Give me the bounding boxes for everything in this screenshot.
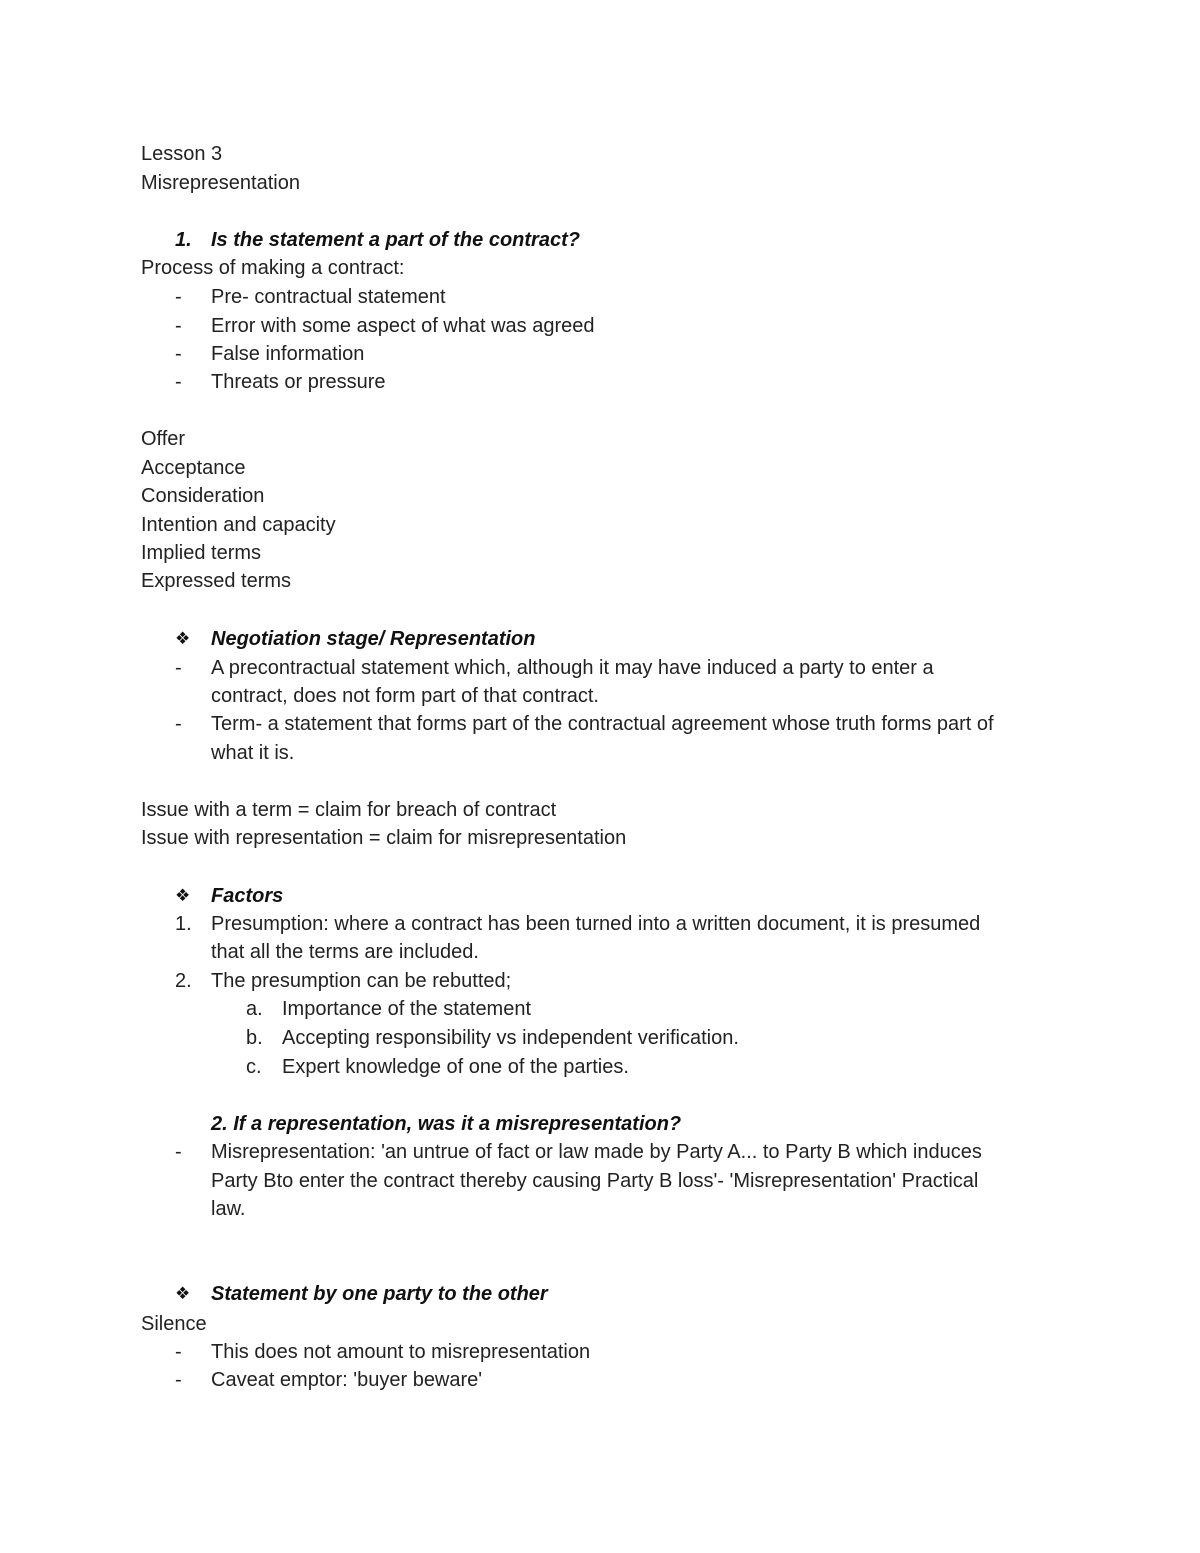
factor-item-continuation: that all the terms are included. <box>211 941 479 963</box>
dash-marker: - <box>175 286 182 308</box>
definition-line: Misrepresentation: 'an untrue of fact or law made by Party A... to Party B which induces <box>211 1141 982 1163</box>
dash-marker: - <box>175 315 182 337</box>
factors-heading: Factors <box>211 885 284 907</box>
element-item: Implied terms <box>141 542 262 564</box>
section1-heading: Is the statement a part of the contract? <box>211 229 580 251</box>
issue-line: Issue with representation = claim for misrepresentation <box>141 827 627 849</box>
letter-marker: a. <box>246 998 263 1020</box>
dash-marker: - <box>175 1341 182 1363</box>
list-item-continuation: what it is. <box>211 742 295 764</box>
list-item: Term- a statement that forms part of the contractual agreement whose truth forms part of <box>211 713 994 735</box>
list-item-continuation: contract, does not form part of that contract. <box>211 685 599 707</box>
lesson-title: Lesson 3 <box>141 143 223 165</box>
number-marker: 1. <box>175 913 192 935</box>
silence-label: Silence <box>141 1313 207 1335</box>
definition-line: Party Bto enter the contract thereby causing Party B loss'- 'Misrepresentation' Practical <box>211 1170 979 1192</box>
statement-heading: Statement by one party to the other <box>211 1283 548 1305</box>
issue-line: Issue with a term = claim for breach of contract <box>141 799 557 821</box>
list-item: This does not amount to misrepresentation <box>211 1341 591 1363</box>
list-item: A precontractual statement which, although it may have induced a party to enter a <box>211 657 934 679</box>
diamond-bullet-icon: ❖ <box>175 886 191 905</box>
dash-marker: - <box>175 343 182 365</box>
dash-marker: - <box>175 1141 182 1163</box>
number-marker: 2. <box>175 970 192 992</box>
dash-marker: - <box>175 1369 182 1391</box>
factor-subitem: Accepting responsibility vs independent verification. <box>282 1027 739 1049</box>
list-item: False information <box>211 343 365 365</box>
negotiation-heading: Negotiation stage/ Representation <box>211 628 536 650</box>
list-item: Pre- contractual statement <box>211 286 446 308</box>
section1-intro: Process of making a contract: <box>141 257 405 279</box>
topic-title: Misrepresentation <box>141 172 300 194</box>
element-item: Intention and capacity <box>141 514 336 536</box>
section2-heading: 2. If a representation, was it a misrepresentation? <box>211 1113 682 1135</box>
factor-subitem: Expert knowledge of one of the parties. <box>282 1056 629 1078</box>
list-item: Threats or pressure <box>211 371 386 393</box>
element-item: Expressed terms <box>141 570 292 592</box>
dash-marker: - <box>175 371 182 393</box>
factor-subitem: Importance of the statement <box>282 998 532 1020</box>
factor-item: Presumption: where a contract has been turned into a written document, it is presumed <box>211 913 981 935</box>
diamond-bullet-icon: ❖ <box>175 629 191 648</box>
factor-item: The presumption can be rebutted; <box>211 970 512 992</box>
letter-marker: c. <box>246 1056 262 1078</box>
list-item: Error with some aspect of what was agreed <box>211 315 595 337</box>
letter-marker: b. <box>246 1027 263 1049</box>
diamond-bullet-icon: ❖ <box>175 1284 191 1303</box>
definition-line: law. <box>211 1198 246 1220</box>
section1-number: 1. <box>175 229 192 251</box>
dash-marker: - <box>175 713 182 735</box>
dash-marker: - <box>175 657 182 679</box>
element-item: Consideration <box>141 485 265 507</box>
element-item: Offer <box>141 428 186 450</box>
element-item: Acceptance <box>141 457 246 479</box>
list-item: Caveat emptor: 'buyer beware' <box>211 1369 483 1391</box>
